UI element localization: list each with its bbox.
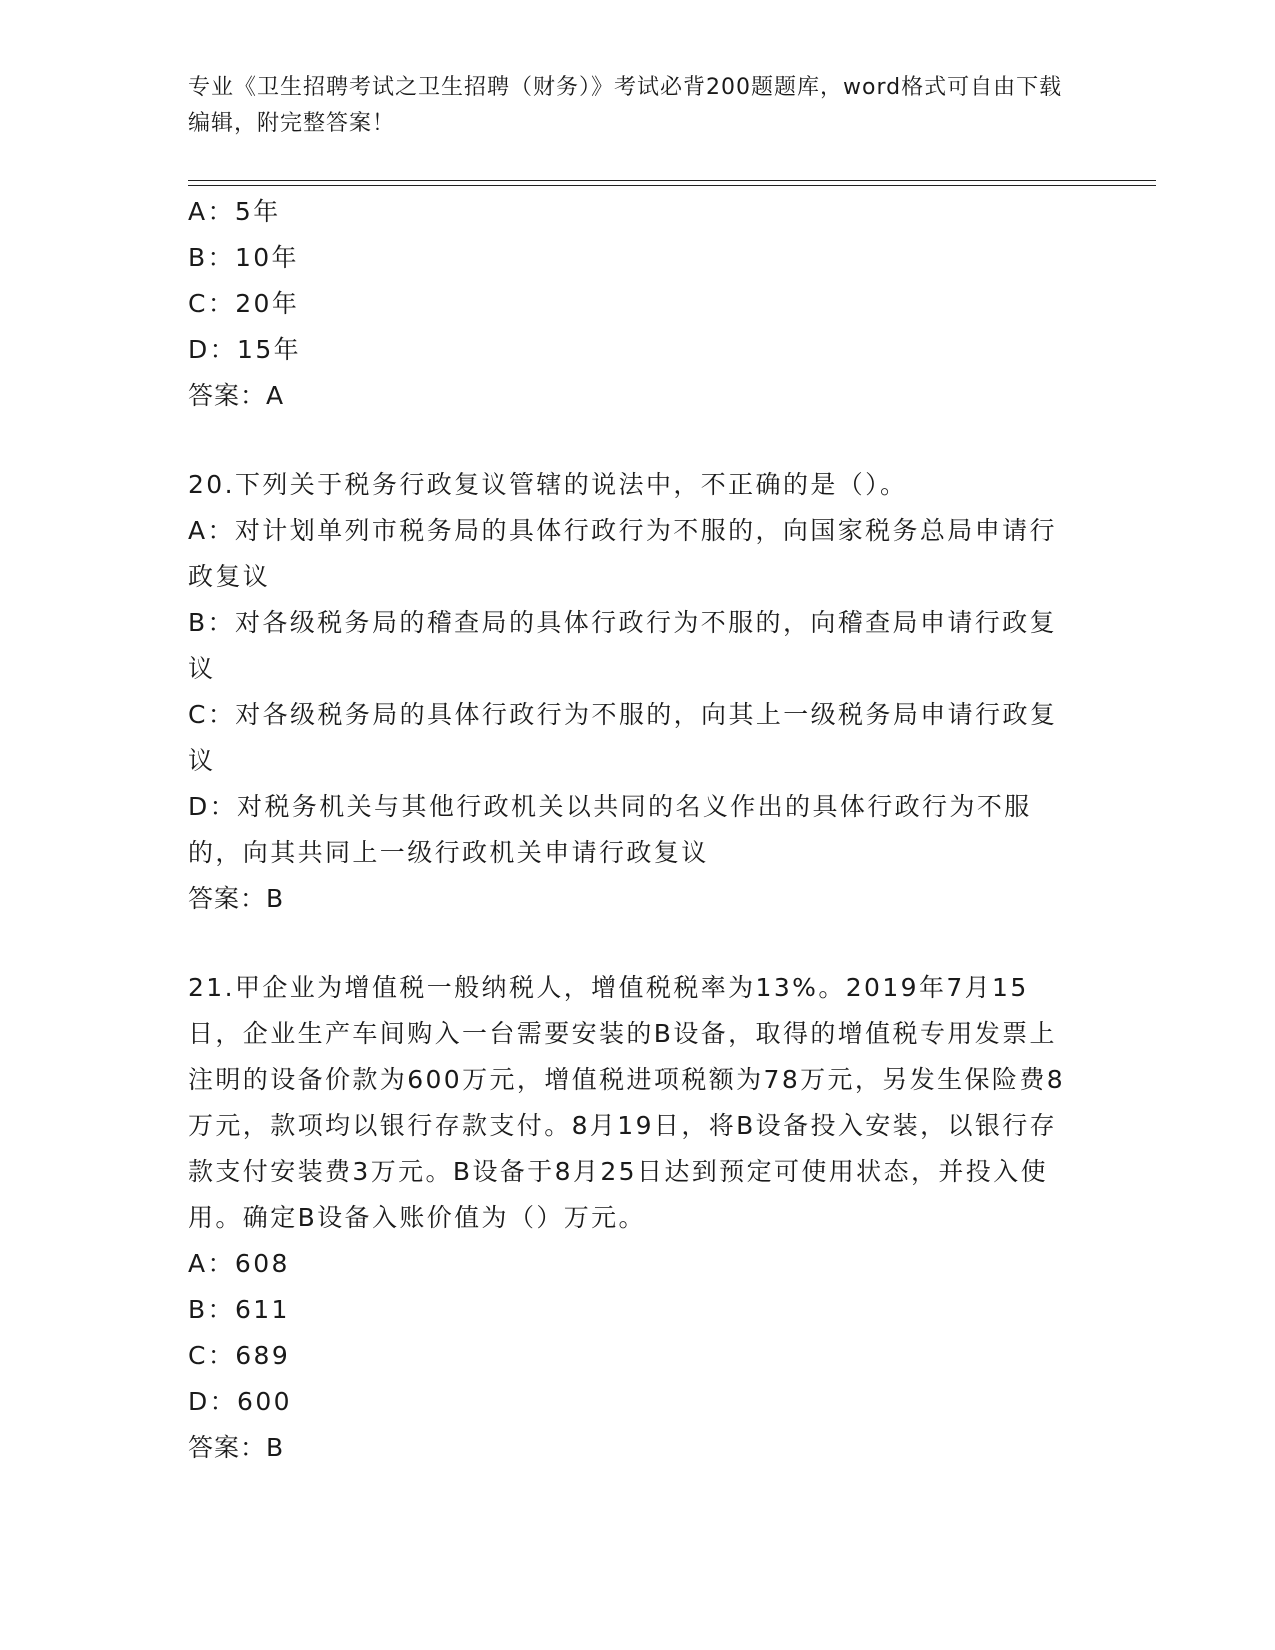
question-20: [188, 462, 1078, 922]
option-a: A：5年: [188, 197, 281, 226]
option-b: B：10年: [188, 243, 299, 272]
question-21: [188, 965, 1078, 1471]
option-d: D：对税务机关与其他行政机关以共同的名义作出的具体行政行为不服的，向其共同上一级行政机关申请行政复议: [188, 792, 1032, 867]
option-c: C：20年: [188, 289, 300, 318]
document-header: 专业《卫生招聘考试之卫生招聘（财务）》考试必背200题题库，word格式可自由下载编辑，附完整答案！: [188, 75, 1063, 136]
question-stem: 21.甲企业为增值税一般纳税人，增值税税率为13%。2019年7月15日，企业生产车间购入一台需要安装的B设备，取得的增值税专用发票上注明的设备价款为600万元，增值税进项税额为78万元，另发生保险费8万元，款项均以银行存款支付。8月19日，将B设备投入安装，以银行存款支付安装费3万元。B设备于8月25日达到预定可使用状态，并投入使用。确定B设备入账价值为（）万元。: [188, 973, 1066, 1232]
option-c: C：对各级税务局的具体行政行为不服的，向其上一级税务局申请行政复议: [188, 700, 1058, 775]
option-b: B：对各级税务局的稽查局的具体行政行为不服的，向稽查局申请行政复议: [188, 608, 1057, 683]
option-b: B：611: [188, 1295, 290, 1324]
answer: 答案：A: [188, 381, 285, 410]
option-c: C：689: [188, 1341, 291, 1370]
question-19: [188, 189, 1078, 419]
header-rule-top: [188, 180, 1156, 181]
answer: 答案：B: [188, 884, 285, 913]
document-body: [188, 189, 1078, 1471]
option-a: A：608: [188, 1249, 290, 1278]
question-stem: 20.下列关于税务行政复议管辖的说法中，不正确的是（）。: [188, 470, 908, 499]
answer: 答案：B: [188, 1433, 285, 1462]
option-d: D：15年: [188, 335, 302, 364]
option-a: A：对计划单列市税务局的具体行政行为不服的，向国家税务总局申请行政复议: [188, 516, 1057, 591]
header-rule-bottom: [188, 185, 1156, 186]
option-d: D：600: [188, 1387, 292, 1416]
